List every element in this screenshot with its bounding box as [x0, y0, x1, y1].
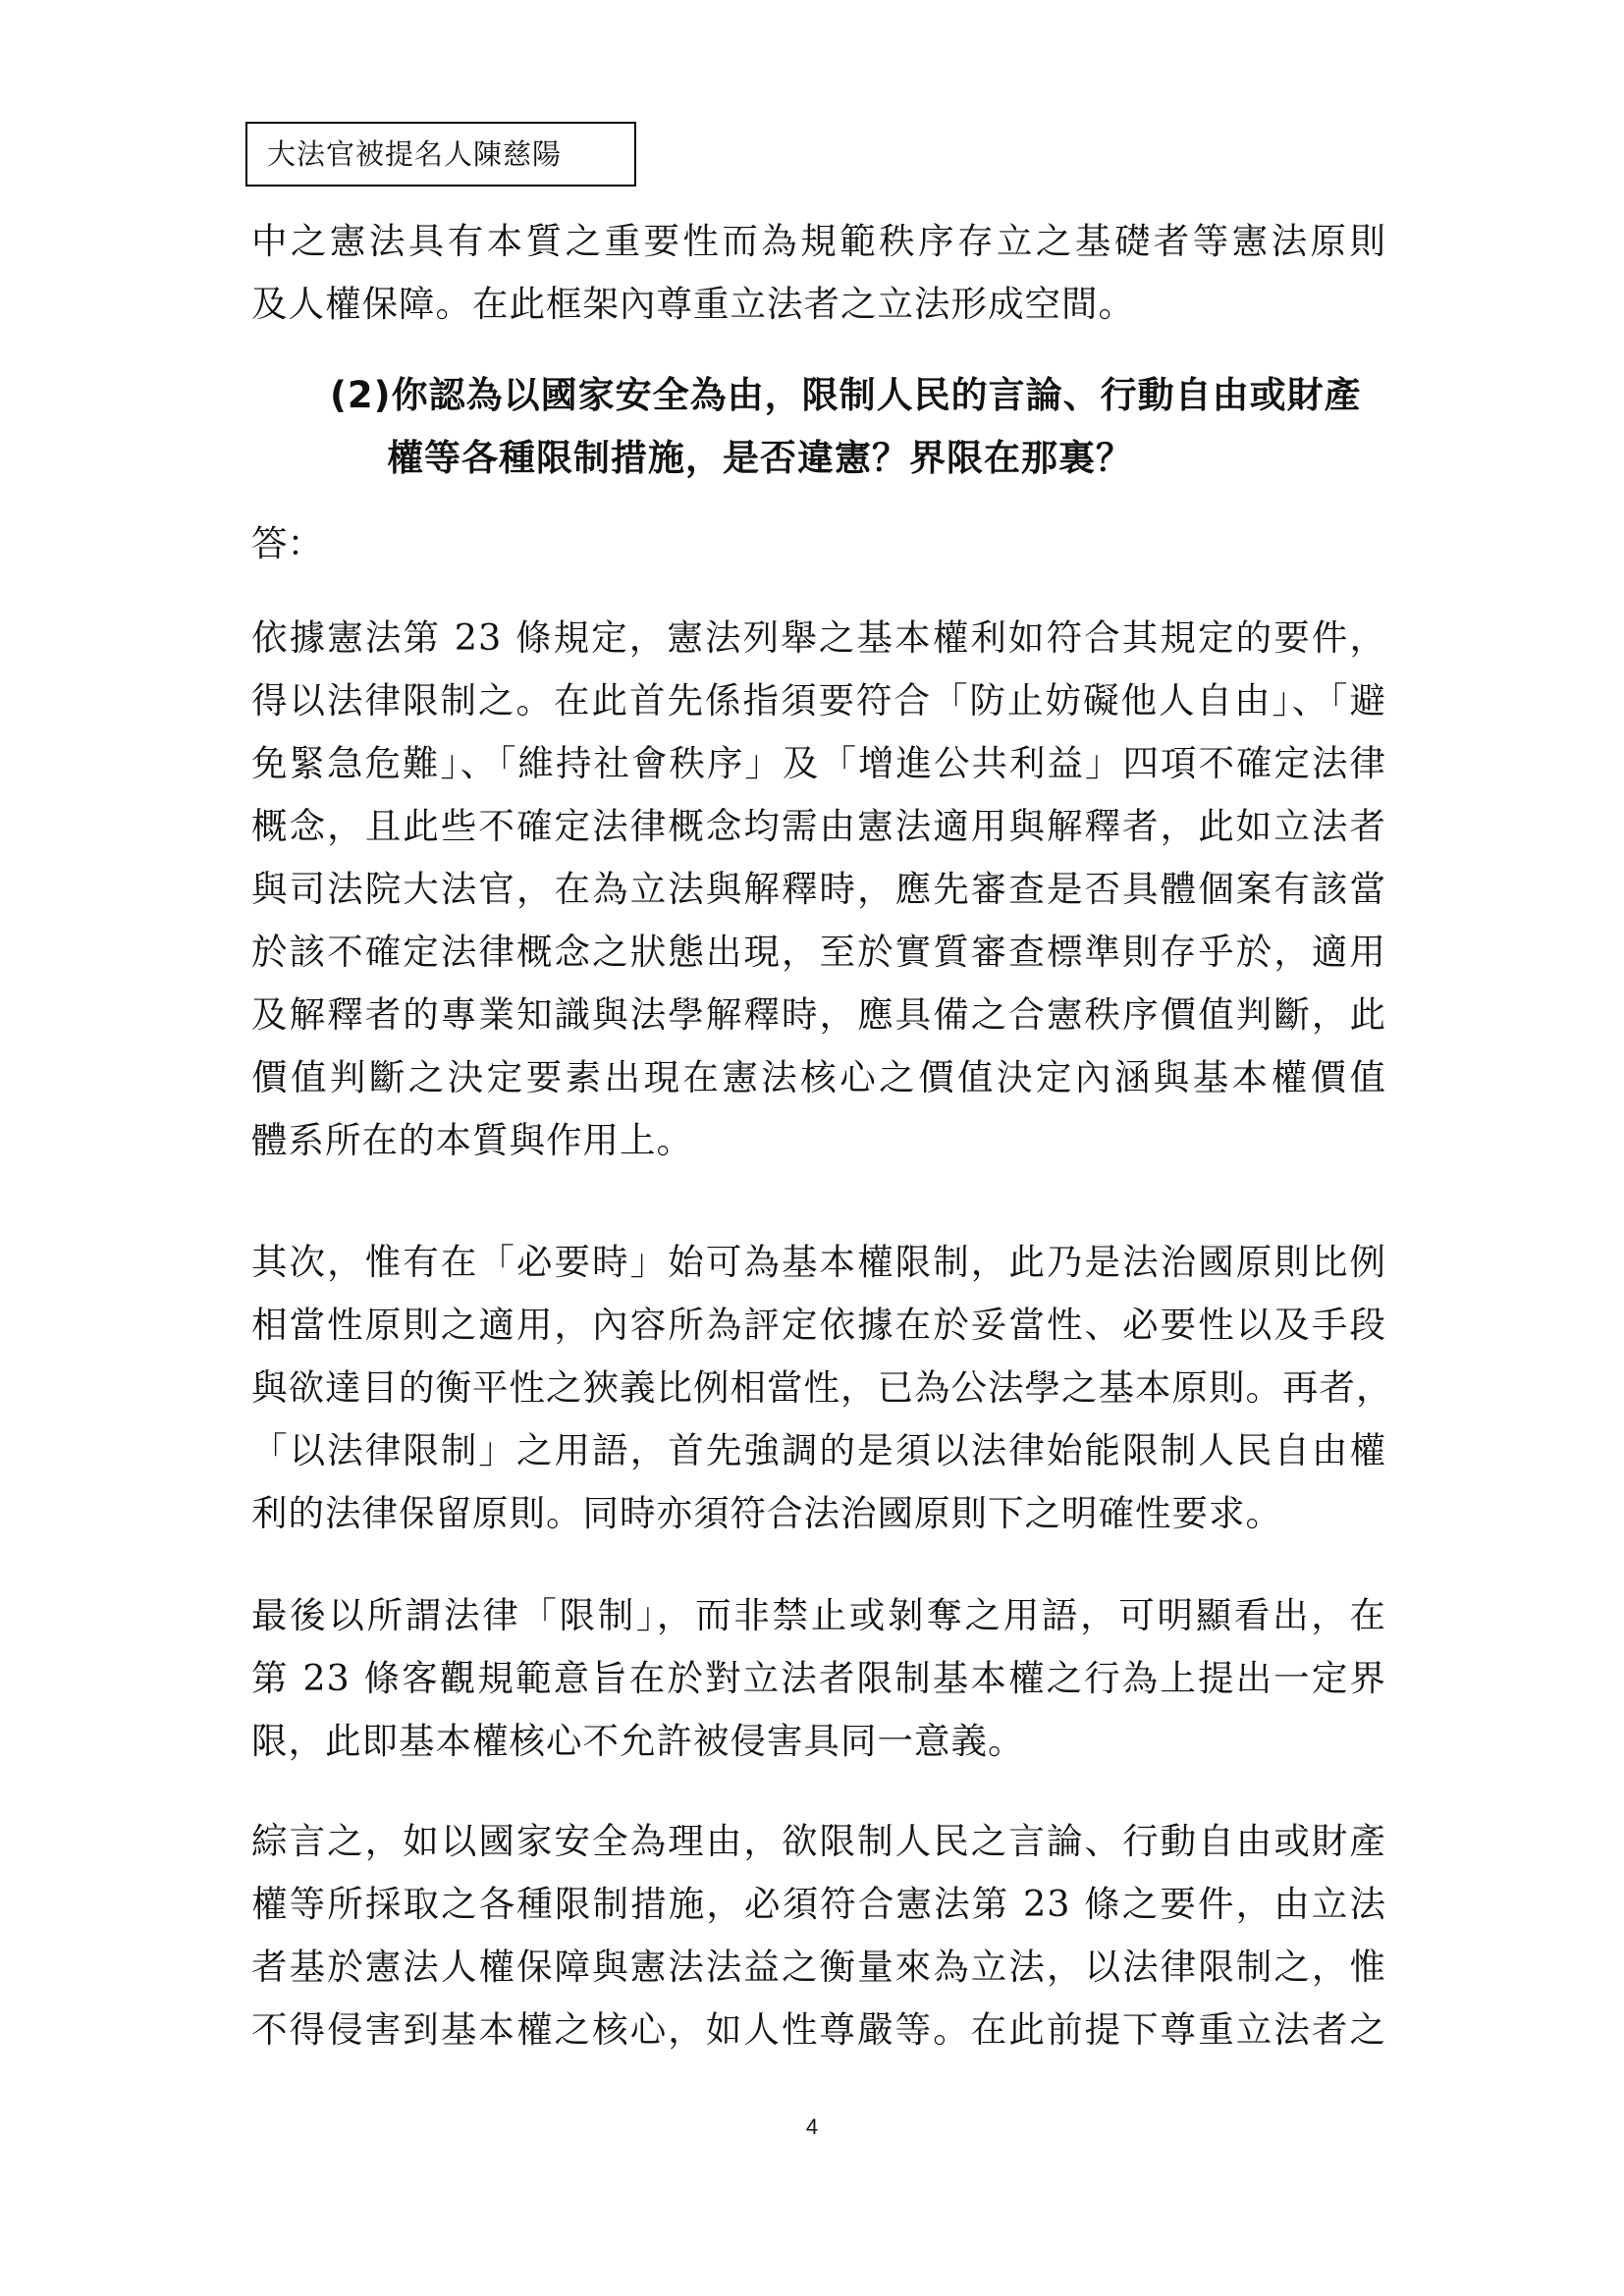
text-line: 中之憲法具有本質之重要性而為規範秩序存立之基礎者等憲法原則 [251, 220, 1386, 262]
page-number: 4 [805, 2114, 819, 2139]
text-line: 於該不確定法律概念之狀態出現，至於實質審查標準則存乎於，適用 [251, 931, 1386, 973]
question-line-2: 權等各種限制措施，是否違憲？界限在那裏？ [387, 437, 1133, 479]
answer-paragraph-3 [251, 1584, 1386, 1773]
answer-paragraph-2 [251, 1231, 1393, 1545]
text-line: 價值判斷之決定要素出現在憲法核心之價值決定內涵與基本權價值 [251, 1056, 1386, 1098]
text-line: 第 23 條客觀規範意旨在於對立法者限制基本權之行為上提出一定界 [251, 1657, 1386, 1699]
text-line: 體系所在的本質與作用上。 [251, 1119, 693, 1161]
text-line: 利的法律保留原則。同時亦須符合法治國原則下之明確性要求。 [251, 1492, 1282, 1534]
text-line: 「以法律限制」之用語，首先強調的是須以法律始能限制人民自由權 [251, 1429, 1386, 1471]
text-line: 得以法律限制之。在此首先係指須要符合「防止妨礙他人自由」、「避 [251, 679, 1386, 721]
text-line: 者基於憲法人權保障與憲法法益之衡量來為立法，以法律限制之，惟 [251, 1946, 1386, 1988]
answer-paragraph-4 [251, 1810, 1386, 2061]
text-line: 依據憲法第 23 條規定，憲法列舉之基本權利如符合其規定的要件， [251, 616, 1386, 659]
text-line: 與欲達目的衡平性之狹義比例相當性，已為公法學之基本原則。再者， [251, 1366, 1393, 1409]
text-line: 與司法院大法官，在為立法與解釋時，應先審查是否具體個案有該當 [251, 868, 1386, 910]
text-line: 綜言之，如以國家安全為理由，欲限制人民之言論、行動自由或財產 [251, 1820, 1386, 1862]
text-line: 及解釋者的專業知識與法學解釋時，應具備之合憲秩序價值判斷，此 [251, 993, 1386, 1036]
text-line: 權等所採取之各種限制措施，必須符合憲法第 23 條之要件，由立法 [251, 1883, 1386, 1925]
text-line: 限，此即基本權核心不允許被侵害具同一意義。 [251, 1720, 1025, 1762]
text-line: 相當性原則之適用，內容所為評定依據在於妥當性、必要性以及手段 [251, 1304, 1386, 1346]
text-line: 其次，惟有在「必要時」始可為基本權限制，此乃是法治國原則比例 [251, 1241, 1386, 1283]
intro-paragraph [251, 210, 1386, 336]
answer-paragraph-1 [251, 607, 1386, 1172]
answer-label: 答： [251, 522, 323, 564]
text-line: 不得侵害到基本權之核心，如人性尊嚴等。在此前提下尊重立法者之 [251, 2008, 1386, 2051]
text-line: 概念，且此些不確定法律概念均需由憲法適用與解釋者，此如立法者 [251, 805, 1386, 847]
text-line: 免緊急危難」、「維持社會秩序」及「增進公共利益」四項不確定法律 [251, 742, 1386, 784]
nominee-header-box [245, 122, 636, 187]
text-line: 最後以所謂法律「限制」，而非禁止或剝奪之用語，可明顯看出，在 [251, 1594, 1386, 1636]
nominee-header-label: 大法官被提名人陳慈陽 [267, 137, 563, 171]
text-line: 及人權保障。在此框架內尊重立法者之立法形成空間。 [251, 283, 1135, 325]
question-line-1: (2)你認為以國家安全為由，限制人民的言論、行動自由或財產 [330, 374, 1362, 416]
